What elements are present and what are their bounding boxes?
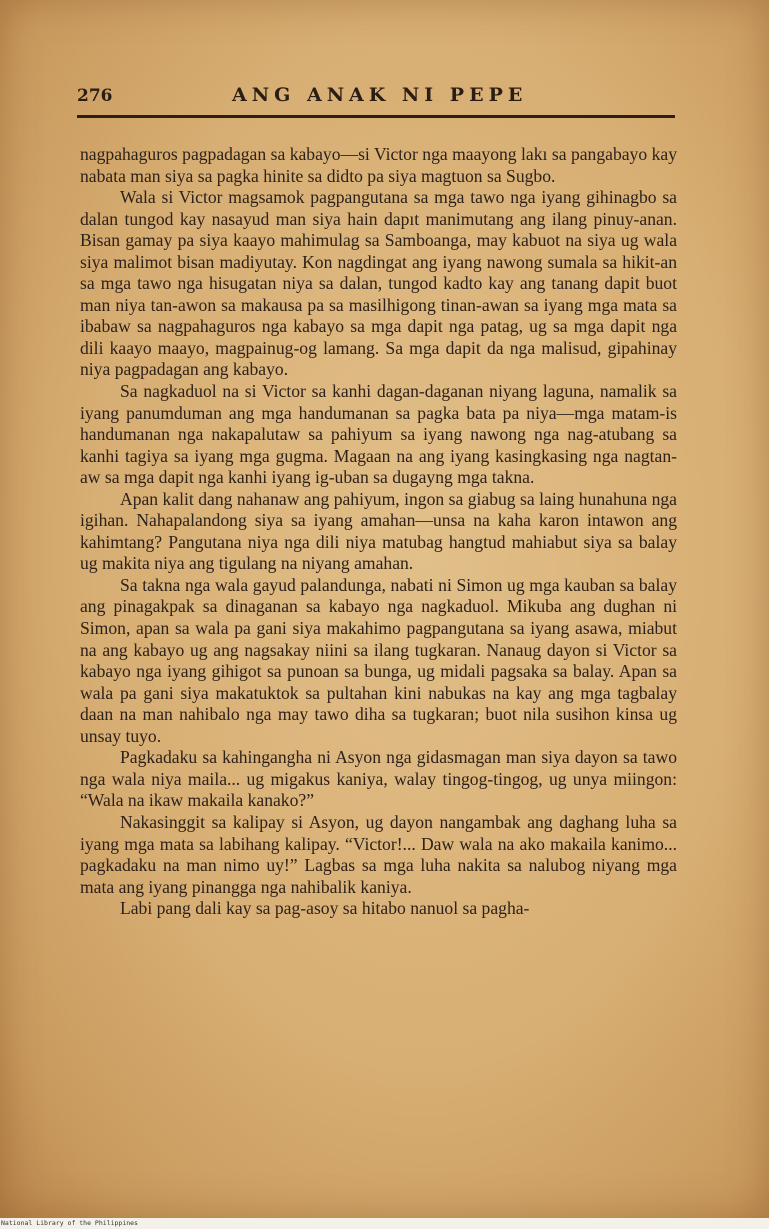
paragraph: nagpahaguros pagpadagan sa kabayo—si Victor nga maayong lakı sa pangabayo kay nabata man siya sa pagka hinite sa didto pa siya magtuon sa Sugbo. <box>80 144 677 186</box>
paragraph: Wala si Victor magsamok pagpangutana sa mga tawo nga iyang gihinagbo sa dalan tungod kay nasayud man siya hain dapıt manimutang ang ilang pinuy-anan. Bisan gamay pa siya kaayo mahimulag sa Samboanga, may kabuot na siya ug wala siya malimot bisan madiyutay. Kon nagdingat ang iyang nawong sumala sa hikit-an sa mga tawo nga hisugatan niya sa dalan, tungod kadto kay ang tanang dapit buot man niya tan-awon sa makausa pa sa masilhigong tinan-awan sa iyang mga mata sa ibabaw sa nagpahaguros nga kabayo sa mga dapit nga patag, ug sa mga dapit nga dili kaayo maayo, magpainug-og lamang. Sa mga dapit da nga malisud, gipahinay niya pagpadagan ang kabayo. <box>80 187 677 380</box>
paragraph: Sa nagkaduol na si Victor sa kanhi dagan-daganan niyang laguna, namalik sa iyang panumduman ang mga handumanan sa pagka bata pa niya—mga matam-is handumanan nga nakapalutaw sa pahiyum sa iyang nawong nga nag-atubang sa kanhi tagiya sa iyang mga gugma. Magaan na ang iyang kasingkasing nga nagtan-aw sa mga dapit nga kanhi iyang ig-uban sa dugayng mga takna. <box>80 381 677 488</box>
page-body <box>80 144 677 920</box>
page-number: 276 <box>77 86 113 106</box>
library-credit: National Library of the Philippines <box>1 1219 138 1227</box>
paragraph: Labi pang dali kay sa pag-asoy sa hitabo nanuol sa pagha- <box>120 898 530 919</box>
running-title: ANG ANAK NI PEPE <box>232 84 528 106</box>
paragraph: Nakasinggit sa kalipay si Asyon, ug dayon nangambak ang daghang luha sa iyang mga mata sa labihang kalipay. “Victor!... Daw wala na ako makaila kanimo... pagkadaku na man nimo uy!” Lagbas sa mga luha nakita sa nalubog niyang mga mata ang iyang pinangga nga nahibalik kaniya. <box>80 811 677 897</box>
paragraph: Sa takna nga wala gayud palandunga, nabati ni Simon ug mga kauban sa balay ang pinagakpak sa dinaganan sa kabayo nga nagkaduol. Mikuba ang dughan ni Simon, apan sa wala pa gani siya makahimo pagpangutana sa iyang asawa, miabut na ang kabayo ug ang nagsakay niini sa ilang tugkaran. Nanaug dayon si Victor sa kabayo nga iyang gihigot sa punoan sa bunga, ug midali pagsaka sa balay. Apan sa wala pa gani siya makatuktok sa pultahan kini nabukas na kay ang mga tagbalay daan na man nahibalo nga may tawo diha sa tugkaran; buot nila susihon kinsa ug unsay tuyo. <box>80 574 677 746</box>
page-header <box>77 84 677 110</box>
header-rule <box>77 115 675 118</box>
paragraph: Apan kalit dang nahanaw ang pahiyum, ingon sa giabug sa laing hunahuna nga igihan. Nahapalandong siya sa iyang amahan—unsa na kaha karon intawon ang kahimtang? Pangutana niya nga dili niya matubag hangtud mahiabut siya sa balay ug makita niya ang tigulang na niyang amahan. <box>80 488 677 574</box>
paragraph: Pagkadaku sa kahingangha ni Asyon nga gidasmagan man siya dayon sa tawo nga wala niya maila... ug migakus kaniya, walay tingog-tingog, ug unya miingon: “Wala na ikaw makaila kanako?” <box>80 747 677 811</box>
